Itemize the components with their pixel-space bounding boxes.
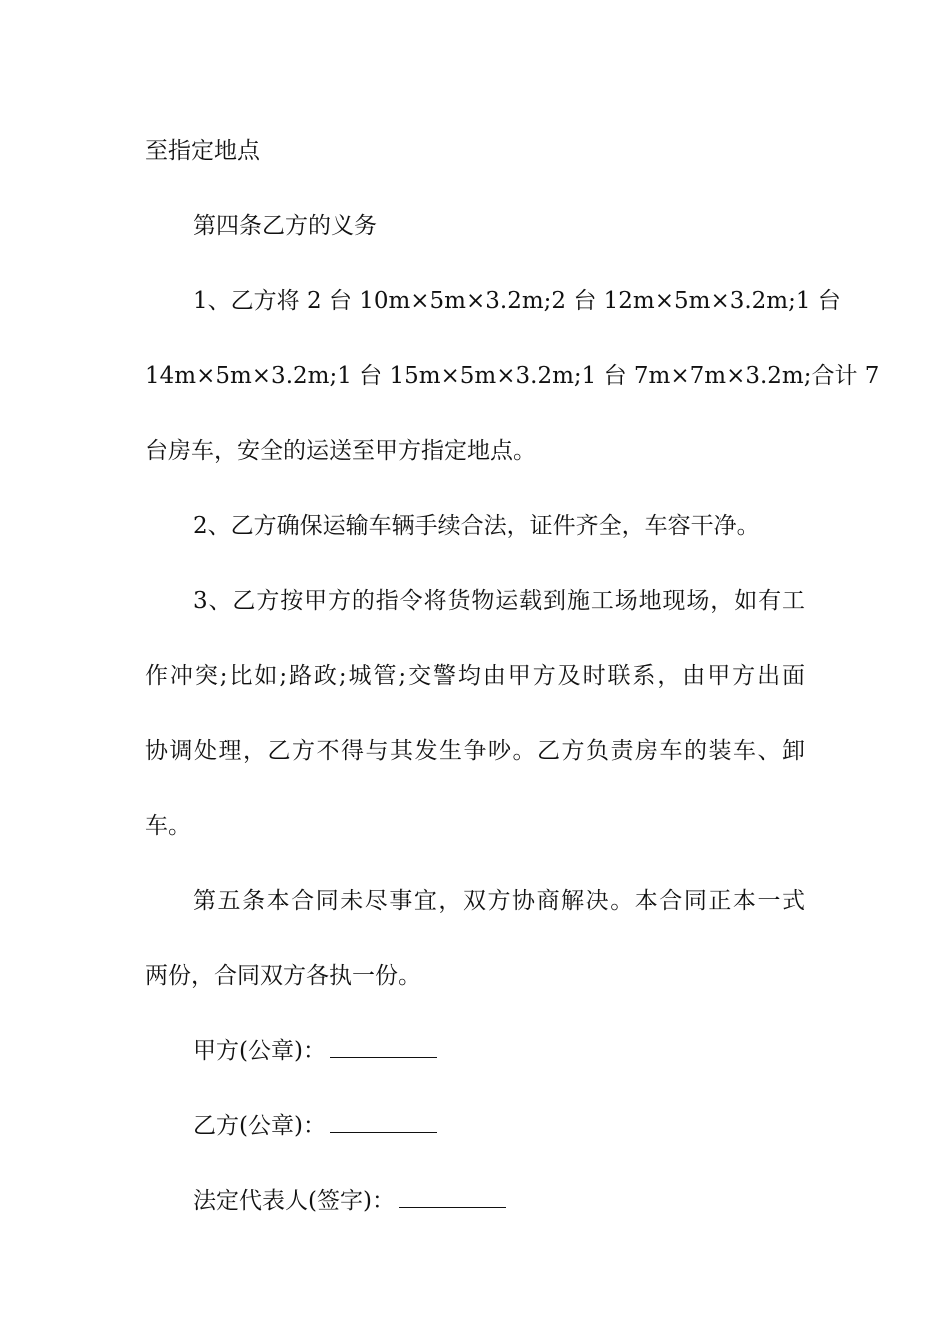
text-line: 2、乙方确保运输车辆手续合法，证件齐全，车容干净。 — [193, 513, 760, 539]
text-line: 车。 — [145, 813, 191, 839]
signature-blank — [330, 1112, 437, 1133]
signature-label: 甲方(公章)： — [193, 1038, 326, 1064]
signature-legal-rep — [193, 1186, 506, 1216]
text-line: 作冲突;比如;路政;城管;交警均由甲方及时联系，由甲方出面 — [145, 663, 805, 689]
signature-blank — [330, 1037, 437, 1058]
section-heading: 第四条乙方的义务 — [193, 213, 377, 239]
signature-label: 乙方(公章)： — [193, 1113, 326, 1139]
signature-label: 法定代表人(签字)： — [193, 1188, 395, 1214]
text-line: 协调处理，乙方不得与其发生争吵。乙方负责房车的装车、卸 — [145, 738, 805, 764]
text-line: 1、乙方将 2 台 10m×5m×3.2m;2 台 12m×5m×3.2m;1 台 — [193, 288, 841, 314]
signature-blank — [399, 1187, 506, 1208]
text-line: 两份，合同双方各执一份。 — [145, 963, 421, 989]
text-line: 14m×5m×3.2m;1 台 15m×5m×3.2m;1 台 7m×7m×3.2m;合计 7 — [145, 363, 880, 389]
section-heading: 第五条本合同未尽事宜，双方协商解决。本合同正本一式 — [193, 888, 805, 914]
text-line: 3、乙方按甲方的指令将货物运载到施工场地现场，如有工 — [193, 588, 805, 614]
signature-party-b — [193, 1111, 437, 1141]
signature-party-a — [193, 1036, 437, 1066]
text-line: 台房车，安全的运送至甲方指定地点。 — [145, 438, 536, 464]
text-line: 至指定地点 — [145, 138, 260, 164]
